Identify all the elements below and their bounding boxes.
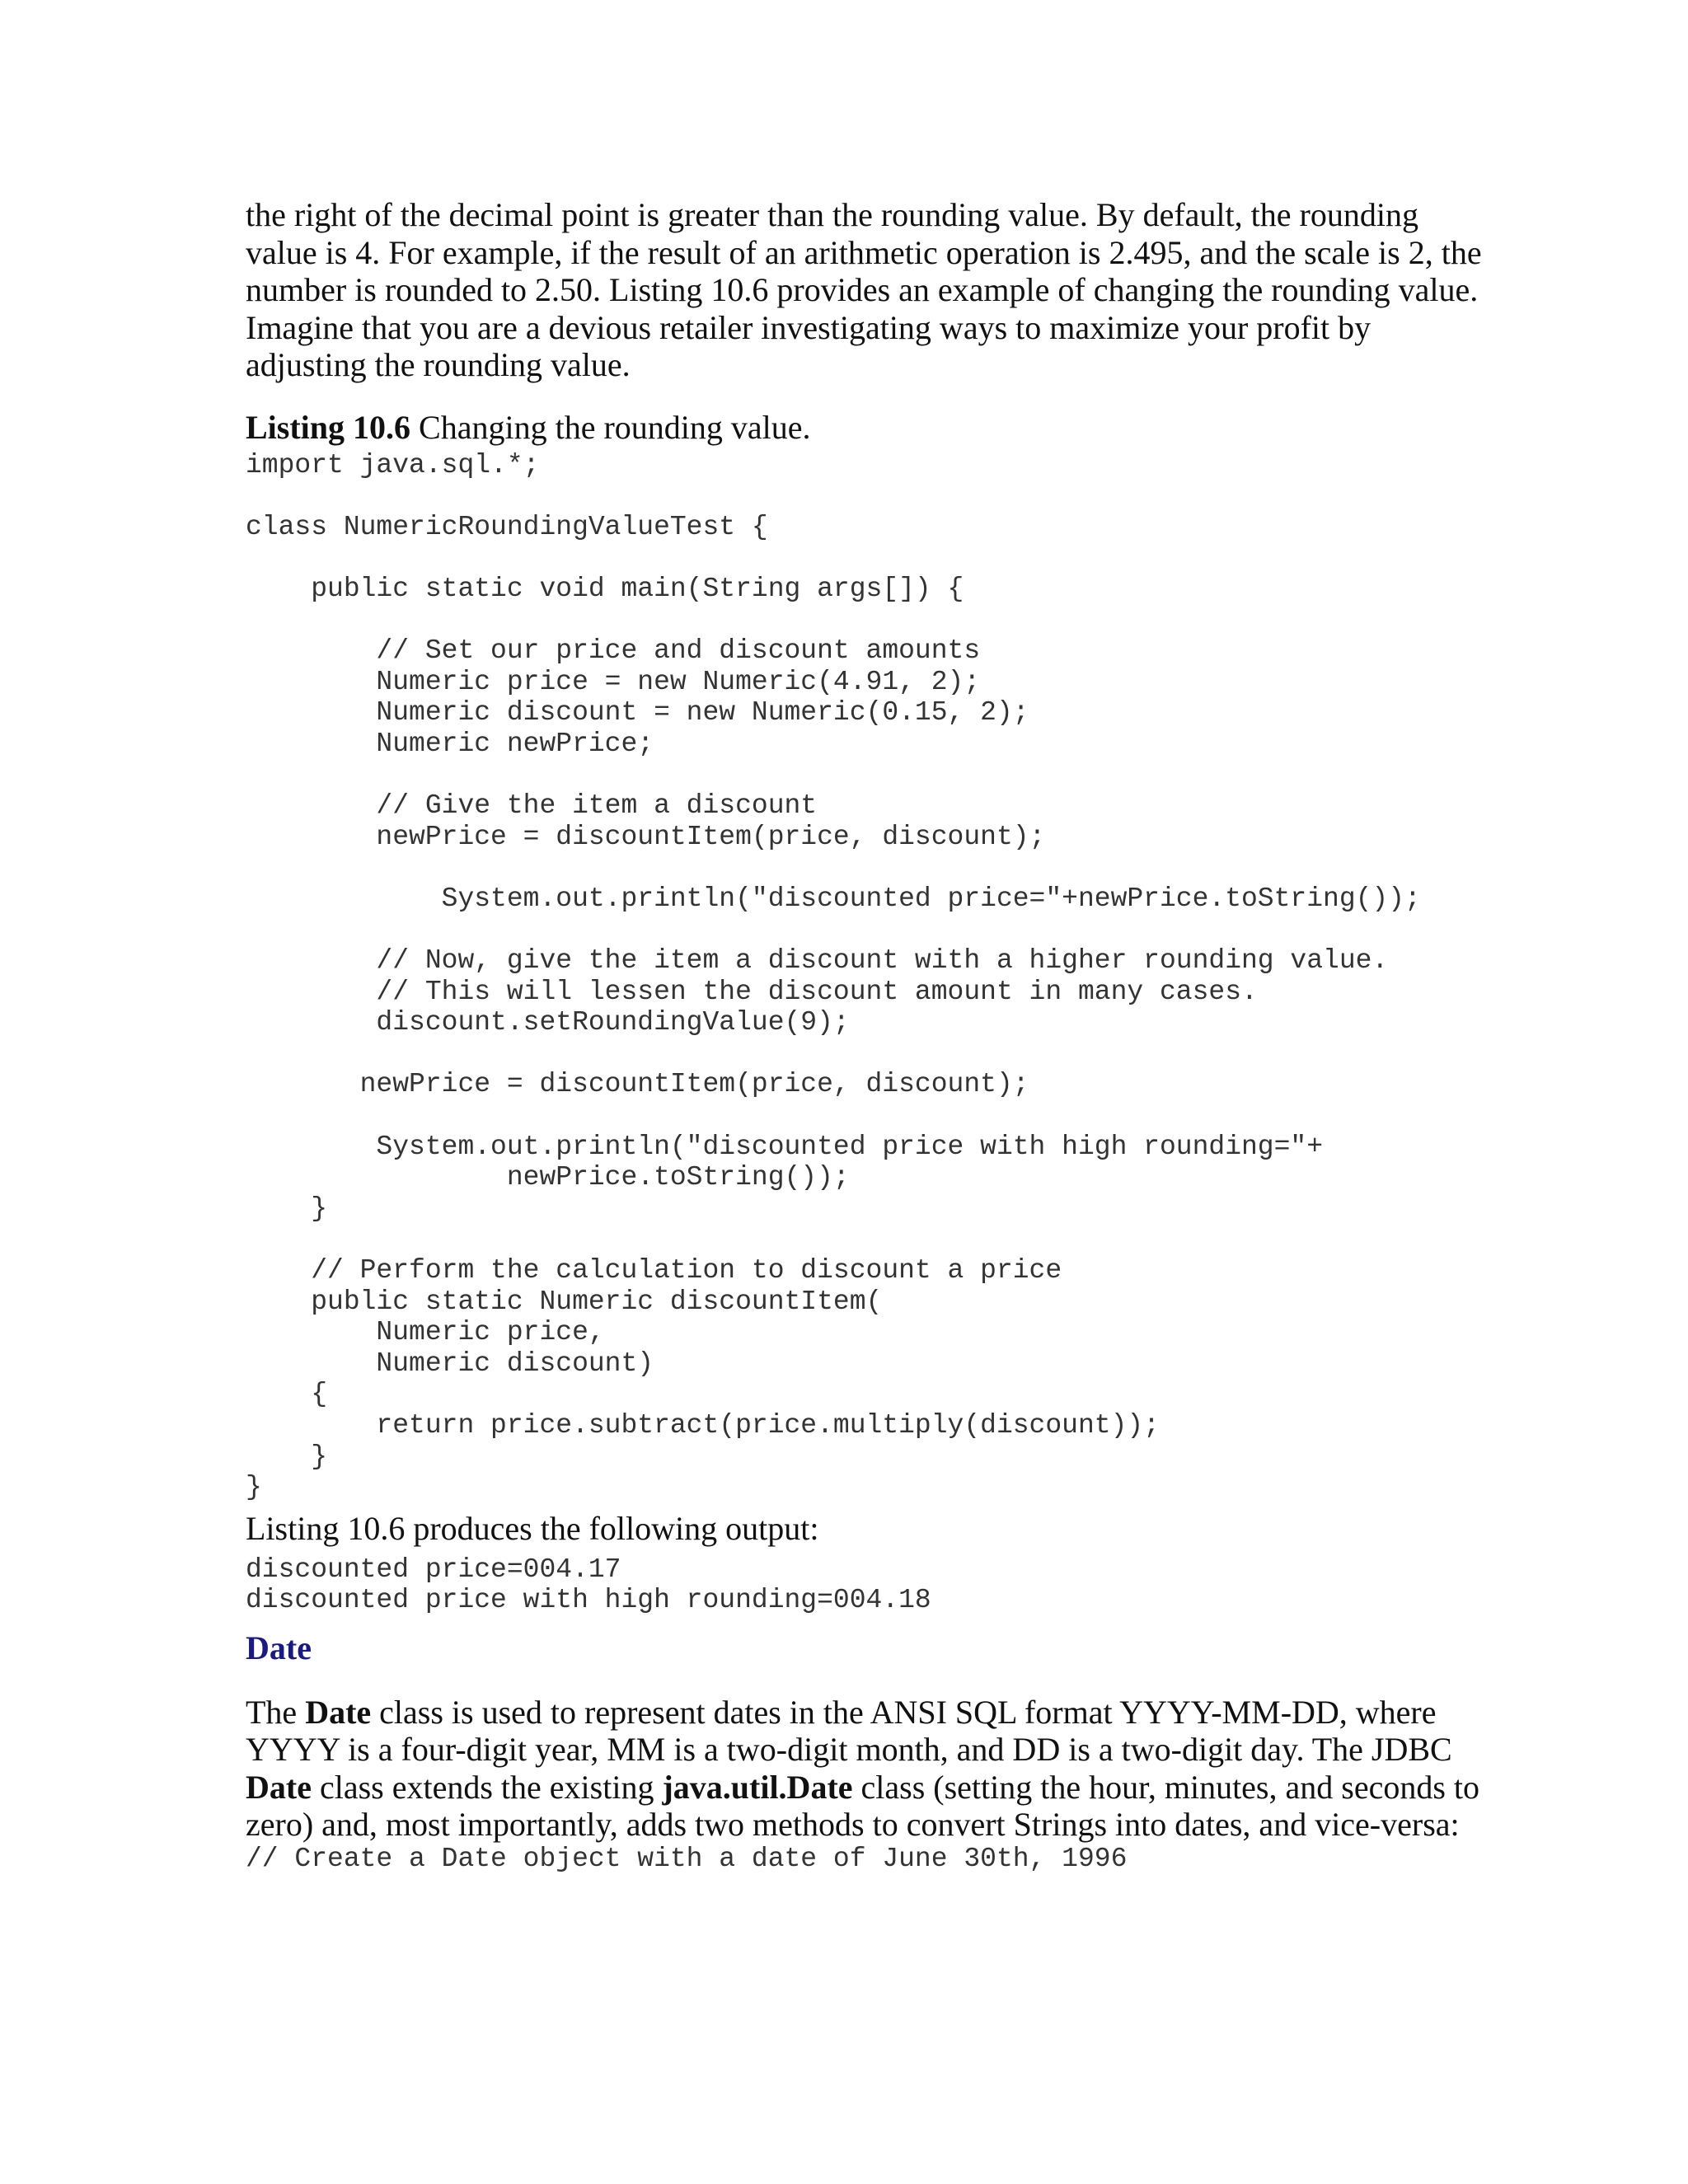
date-paragraph-part: class extends the existing (311, 1768, 663, 1806)
document-page (246, 196, 1482, 1874)
intro-paragraph: the right of the decimal point is greater than the rounding value. By default, the rounding value is 4. For example, if the result of an arithmetic operation is 2.495, and the scale is 2, the number is rounded to 2.50. Listing 10.6 provides an example of changing the rounding value. Imagine that you are a devious retailer investigating ways to maximize your profit by adjusting the rounding value. (246, 196, 1482, 383)
date-code-block: // Create a Date object with a date of June 30th, 1996 (246, 1843, 1128, 1874)
section-heading-date: Date (246, 1629, 312, 1666)
listing-code-block: import java.sql.*; class NumericRoundingValueTest { public static void main(String args[]) { // Set our price and discount amounts Numeric price = new Numeric(4.91, 2); Numeric discount = new Numeric(0.15, 2); Numeric newPrice; // Give the item a discount newPrice = discountItem(price, discount); System.out.println("discounted price="+newPrice.toString()); // Now, give the item a discount with a higher rounding value. // This will lessen the discount amount in many cases. discount.setRoundingValue(9); newPrice = discountItem(price, discount); System.out.println("discounted price with high rounding="+ newPrice.toString()); } // Perform the calculation to discount a price public static Numeric discountItem( Numeric price, Numeric discount) { return price.subtract(price.multiply(discount)); } } (246, 449, 1421, 1503)
date-paragraph (246, 1694, 1482, 1844)
listing-caption (246, 409, 1482, 447)
listing-title: Changing the rounding value. (410, 408, 811, 446)
listing-label: Listing 10.6 (246, 408, 411, 446)
date-paragraph-part: class (setting the hour, minutes, and seconds to zero) and, most importantly, adds two methods to convert Strings into dates, and vice-versa: (246, 1768, 1480, 1844)
date-paragraph-part: class is used to represent dates in the ANSI SQL format YYYY-MM-DD, where YYYY is a four-digit year, MM is a two-digit month, and DD is a two-digit day. The JDBC (246, 1693, 1452, 1769)
date-paragraph-bold-date: Date (246, 1768, 312, 1806)
output-code-block: discounted price=004.17 discounted price with high rounding=004.18 (246, 1554, 931, 1616)
date-paragraph-bold-date: Date (305, 1693, 372, 1731)
date-paragraph-part: The (246, 1693, 306, 1731)
output-intro: Listing 10.6 produces the following output: (246, 1509, 819, 1547)
date-paragraph-bold-java-util-date: java.util.Date (662, 1768, 853, 1806)
